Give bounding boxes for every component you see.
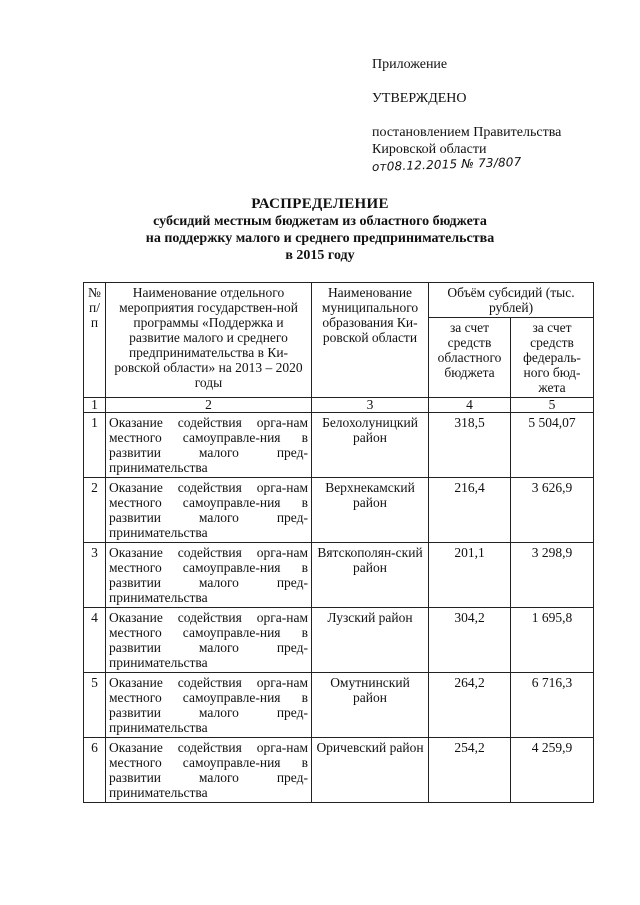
- approved-label: УТВЕРЖДЕНО: [372, 91, 467, 106]
- row-event: Оказание содействия орга-нам местного самоуправле-ния в развитии малого пред-принимательства: [106, 478, 312, 543]
- row-municipality: Оричевский район: [312, 738, 429, 803]
- table-row: [84, 478, 594, 543]
- handwritten-date-number: от08.12.2015 № 73/807: [371, 154, 522, 174]
- row-federal: 4 259,9: [511, 738, 594, 803]
- row-regional: 264,2: [429, 673, 511, 738]
- table-row: [84, 608, 594, 673]
- appendix-label: Приложение: [372, 57, 448, 72]
- title-line-3: в 2015 году: [285, 248, 355, 263]
- header-municipality: Наименование муниципального образования Ки-ровской области: [312, 283, 429, 398]
- row-municipality: Лузский район: [312, 608, 429, 673]
- row-num: 6: [84, 738, 106, 803]
- approved-by-line-1: постановлением Правительства: [372, 125, 562, 140]
- row-federal: 5 504,07: [511, 413, 594, 478]
- row-num: 1: [84, 413, 106, 478]
- approved-by-line-2: Кировской области: [372, 142, 487, 157]
- row-federal: 6 716,3: [511, 673, 594, 738]
- table-row: [84, 673, 594, 738]
- title-main: РАСПРЕДЕЛЕНИЕ: [251, 196, 389, 212]
- row-regional: 254,2: [429, 738, 511, 803]
- row-event: Оказание содействия орга-нам местного самоуправле-ния в развитии малого пред-принимательства: [106, 673, 312, 738]
- approval-block: [372, 56, 632, 176]
- row-num: 5: [84, 673, 106, 738]
- row-regional: 201,1: [429, 543, 511, 608]
- subsidy-table: [83, 282, 594, 803]
- row-regional: 304,2: [429, 608, 511, 673]
- row-federal: 1 695,8: [511, 608, 594, 673]
- row-num: 3: [84, 543, 106, 608]
- row-municipality: Омутнинский район: [312, 673, 429, 738]
- row-regional: 216,4: [429, 478, 511, 543]
- column-index: 2: [106, 398, 312, 413]
- row-event: Оказание содействия орга-нам местного самоуправле-ния в развитии малого пред-принимательства: [106, 738, 312, 803]
- row-federal: 3 626,9: [511, 478, 594, 543]
- column-index-row: [84, 398, 594, 413]
- row-num: 4: [84, 608, 106, 673]
- row-regional: 318,5: [429, 413, 511, 478]
- header-volume: Объём субсидий (тыс. рублей): [429, 283, 594, 318]
- header-num: № п/п: [84, 283, 106, 398]
- header-federal: за счет средств федераль-ного бюд-жета: [511, 318, 594, 398]
- document-title: [0, 196, 640, 264]
- row-num: 2: [84, 478, 106, 543]
- row-event: Оказание содействия орга-нам местного самоуправле-ния в развитии малого пред-принимательства: [106, 608, 312, 673]
- table-row: [84, 413, 594, 478]
- column-index: 1: [84, 398, 106, 413]
- row-municipality: Верхнекамский район: [312, 478, 429, 543]
- row-municipality: Вятскополян-ский район: [312, 543, 429, 608]
- row-event: Оказание содействия орга-нам местного самоуправле-ния в развитии малого пред-принимательства: [106, 413, 312, 478]
- column-index: 5: [511, 398, 594, 413]
- header-row: [84, 283, 594, 318]
- title-line-1: субсидий местным бюджетам из областного бюджета: [153, 214, 487, 229]
- title-line-2: на поддержку малого и среднего предпринимательства: [145, 231, 495, 246]
- row-event: Оказание содействия орга-нам местного самоуправле-ния в развитии малого пред-принимательства: [106, 543, 312, 608]
- row-municipality: Белохолуницкий район: [312, 413, 429, 478]
- column-index: 4: [429, 398, 511, 413]
- header-regional: за счет средств областного бюджета: [429, 318, 511, 398]
- column-index: 3: [312, 398, 429, 413]
- table-row: [84, 543, 594, 608]
- header-event: Наименование отдельного мероприятия государствен-ной программы «Поддержка и развитие малого и среднего предпринимательства в Ки-ровской области» на 2013 – 2020 годы: [106, 283, 312, 398]
- row-federal: 3 298,9: [511, 543, 594, 608]
- table-row: [84, 738, 594, 803]
